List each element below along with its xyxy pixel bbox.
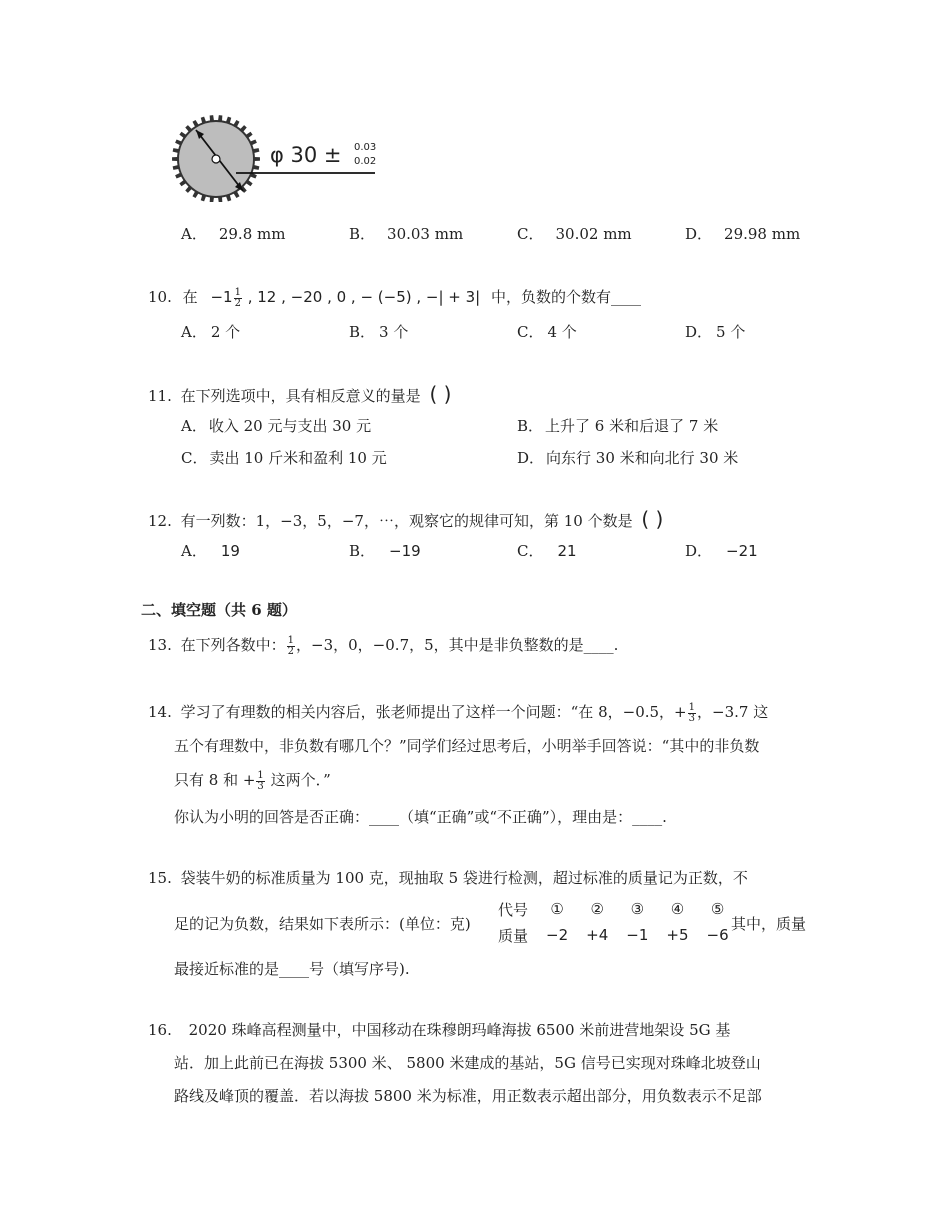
table-cell: −2	[546, 926, 569, 944]
question-number: 14.	[148, 703, 172, 721]
q10-stem: 10. 在 −1 $\frac{1}{2}$ , 12 , −20 , 0 , − (−5) , −| + 3| 中，负数的个数有____	[148, 286, 642, 309]
q14-line4: 你认为小明的回答是否正确：____（填“正确”或“不正确”），理由是：____.	[174, 808, 667, 826]
table-cell: ⑤	[710, 900, 725, 918]
table-row	[498, 922, 738, 948]
q10-option-d[interactable]: D． 5 个	[685, 323, 746, 341]
q14-line1: 14. 学习了有理数的相关内容后，张老师提出了这样一个问题：“在 8，−0.5，+ $\frac{1}{3}$ ，−3.7 这	[148, 701, 769, 724]
answer-paren[interactable]: ( )	[641, 507, 664, 531]
q9-option-b[interactable]: B． 30.03 mm	[349, 225, 464, 243]
fraction-one-half: $\frac{1}{2}$	[287, 634, 295, 657]
question-number: 15.	[148, 869, 172, 887]
q14-line3: 只有 8 和 + $\frac{1}{3}$ 这两个．”	[174, 769, 331, 792]
table-cell: ②	[590, 900, 604, 918]
q12-stem: 12. 有一列数：1，−3，5，−7，⋯，观察它的规律可知，第 10 个数是 ( )	[148, 507, 664, 531]
q11-option-d[interactable]: D． 向东行 30 米和向北行 30 米	[517, 449, 739, 467]
tolerance-upper: 0.03	[354, 142, 377, 153]
table-header-cell: 代号	[498, 900, 529, 919]
q15-line3: 最接近标准的是____号（填写序号).	[174, 960, 410, 978]
table-cell: +5	[666, 926, 689, 944]
q9-option-a[interactable]: A． 29.8 mm	[181, 225, 286, 243]
q16-line3: 路线及峰顶的覆盖．若以海拔 5800 米为标准，用正数表示超出部分，用负数表示不足部	[174, 1087, 762, 1105]
q10-option-b[interactable]: B． 3 个	[349, 323, 409, 341]
q12-option-c[interactable]: C． 21	[517, 542, 577, 560]
table-cell: ④	[670, 900, 685, 918]
q11-option-a[interactable]: A． 收入 20 元与支出 30 元	[181, 417, 372, 435]
question-number: 11.	[148, 387, 172, 405]
q9-option-c[interactable]: C． 30.02 mm	[517, 225, 632, 243]
gear-figure	[168, 112, 383, 202]
q10-option-c[interactable]: C． 4 个	[517, 323, 577, 341]
q15-data-table	[498, 896, 738, 948]
q11-stem: 11. 在下列选项中，具有相反意义的量是 ( )	[148, 382, 452, 406]
table-cell: ①	[550, 900, 564, 918]
q15-line2-pre: 足的记为负数，结果如下表所示：(单位：克)	[174, 915, 471, 933]
q16-line2: 站．加上此前已在海拔 5300 米、 5800 米建成的基站，5G 信号已实现对珠峰北坡登山	[174, 1054, 761, 1072]
fraction-one-third: $\frac{1}{3}$	[688, 701, 695, 724]
q15-line2-post: 其中，质量	[731, 915, 807, 933]
table-cell: ③	[630, 900, 645, 918]
q11-option-b[interactable]: B． 上升了 6 米和后退了 7 米	[517, 417, 719, 435]
gear-dimension-label: φ 30 ±	[270, 143, 342, 167]
table-cell: −6	[706, 926, 729, 944]
section-heading: 二、填空题（共 6 题）	[141, 601, 297, 619]
q15-line1: 15. 袋装牛奶的标准质量为 100 克，现抽取 5 袋进行检测，超过标准的质量记为正数，不	[148, 869, 748, 887]
q12-option-b[interactable]: B． −19	[349, 542, 421, 560]
table-row	[498, 896, 738, 922]
fraction-one-third: $\frac{1}{3}$	[257, 769, 264, 792]
q14-line2: 五个有理数中，非负数有哪几个？”同学们经过思考后，小明举手回答说：“其中的非负数	[174, 737, 760, 755]
answer-paren[interactable]: ( )	[429, 382, 452, 406]
question-number: 16.	[148, 1021, 172, 1039]
gear-center	[212, 155, 220, 163]
tolerance-lower: 0.02	[354, 156, 377, 167]
q16-line1: 16. 2020 珠峰高程测量中，中国移动在珠穆朗玛峰海拔 6500 米前进营地架设 5G 基	[148, 1021, 731, 1039]
fraction-one-half: $\frac{1}{2}$	[234, 286, 241, 309]
question-number: 10.	[148, 288, 172, 306]
question-number: 12.	[148, 512, 172, 530]
q12-option-a[interactable]: A． 19	[181, 542, 240, 560]
table-header-cell: 质量	[498, 926, 529, 945]
q9-option-d[interactable]: D． 29.98 mm	[685, 225, 801, 243]
table-cell: −1	[626, 926, 649, 944]
q10-option-a[interactable]: A． 2 个	[181, 323, 241, 341]
q11-option-c[interactable]: C． 卖出 10 斤米和盈利 10 元	[181, 449, 387, 467]
table-cell: +4	[586, 926, 609, 944]
q13-stem: 13. 在下列各数中： $\frac{1}{2}$ ，−3，0，−0.7，5，其中是非负整数的是____.	[148, 634, 619, 657]
q12-option-d[interactable]: D． −21	[685, 542, 758, 560]
question-number: 13.	[148, 636, 172, 654]
